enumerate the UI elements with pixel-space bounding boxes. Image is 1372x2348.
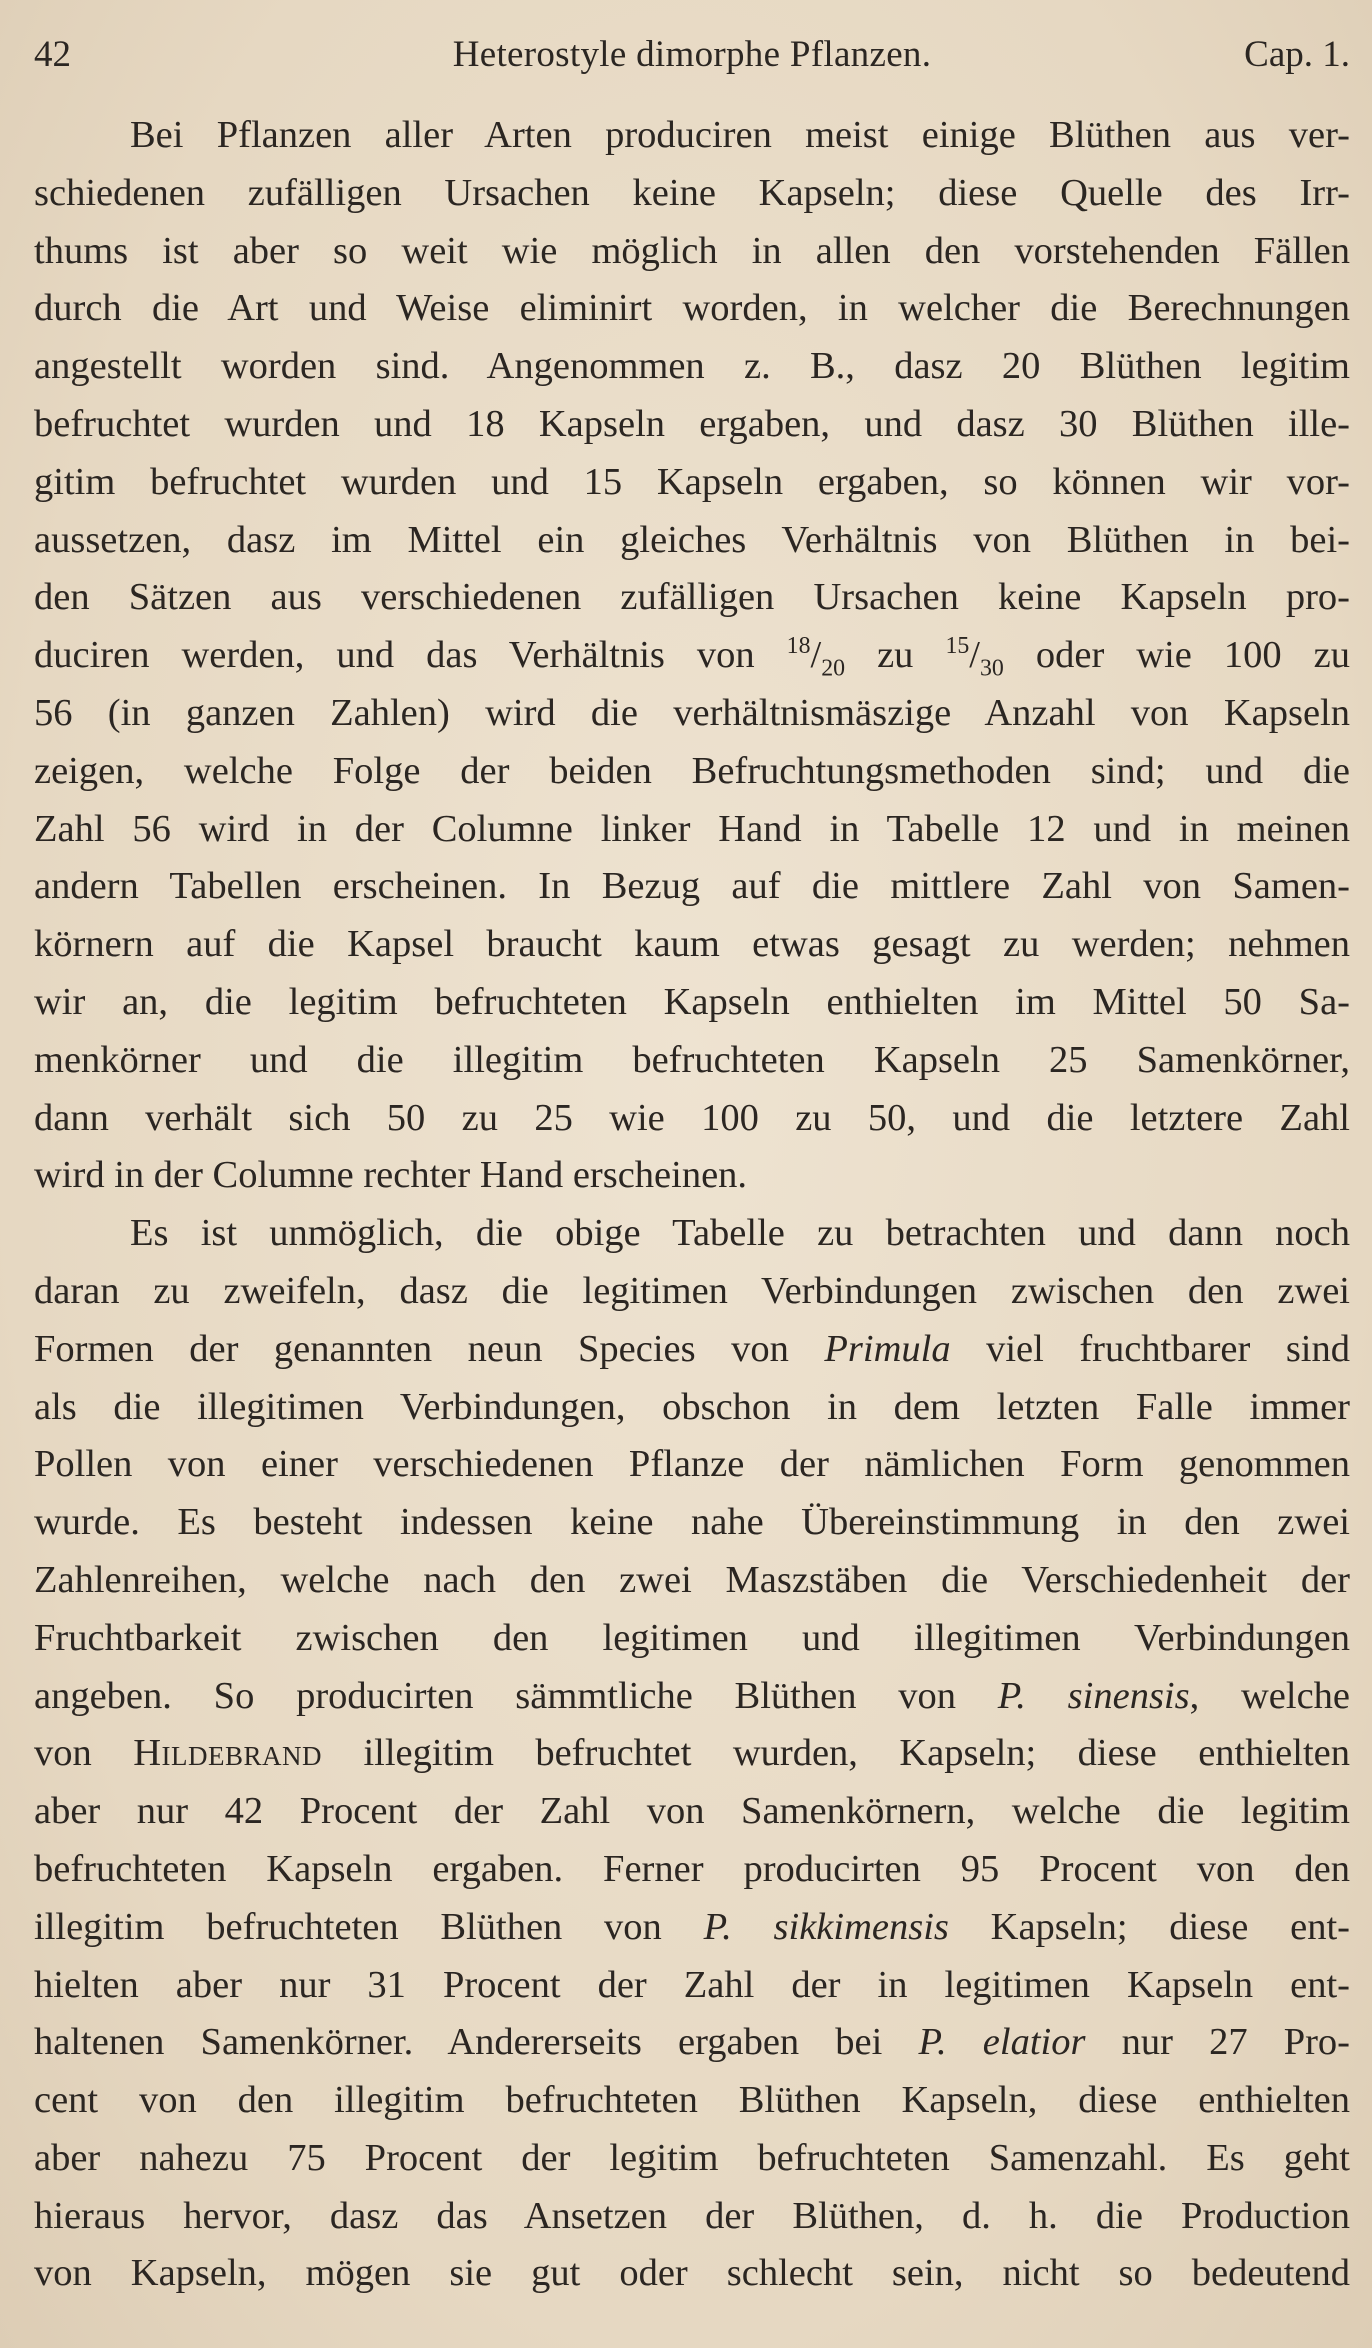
author-name: Hildebrand [133,1732,322,1775]
body-text [34,107,1350,2303]
running-title: Heterostyle dimorphe Pflanzen. [452,34,932,75]
text-line: hieraus hervor, dasz das Ansetzen der Blüthen, d. h. die Production [34,2194,1350,2237]
text-line: von Kapseln, mögen sie gut oder schlecht sein, nicht so bedeutend [34,2252,1350,2295]
text-line: dann verhält sich 50 zu 25 wie 100 zu 50, und die letztere Zahl [34,1096,1350,1139]
text-line: wurde. Es besteht indessen keine nahe Übereinstimmung in den zwei [34,1501,1350,1544]
fraction: $^{18}/_{20}$ [786,633,846,682]
text-line: Bei Pflanzen aller Arten produciren meist einige Blüthen aus ver- [130,114,1350,156]
text-line: aussetzen, dasz im Mittel ein gleiches Verhältnis von Blüthen in bei- [34,518,1350,561]
text-line: aber nahezu 75 Procent der legitim befruchteten Samenzahl. Es geht [34,2136,1350,2179]
text-line: von Hildebrand illegitim befruchtet wurden, Kapseln; diese enthielten [34,1732,1351,1775]
text-line: angestellt worden sind. Angenommen z. B., dasz 20 Blüthen legitim [34,345,1350,388]
text-line: Fruchtbarkeit zwischen den legitimen und illegitimen Verbindungen [34,1616,1350,1659]
chapter-label: Cap. 1. [1244,34,1350,75]
text-line: 56 (in ganzen Zahlen) wird die verhältnismäszige Anzahl von Kapseln [34,691,1350,734]
text-line: Formen der genannten neun Species von Primula viel fruchtbarer sind [34,1327,1350,1370]
text-line: daran zu zweifeln, dasz die legitimen Verbindungen zwischen den zwei [34,1269,1350,1312]
text-line: zeigen, welche Folge der beiden Befruchtungsmethoden sind; und die [34,749,1350,792]
text-line: thums ist aber so weit wie möglich in allen den vorstehenden Fällen [34,229,1350,272]
italic-term: P. sikkimensis [703,1905,949,1948]
text-line: befruchteten Kapseln ergaben. Ferner producirten 95 Procent von den [34,1847,1350,1890]
text-line: cent von den illegitim befruchteten Blüthen Kapseln, diese enthielten [34,2079,1350,2122]
text-line: wir an, die legitim befruchteten Kapseln enthielten im Mittel 50 Sa- [34,980,1350,1023]
text-line: hielten aber nur 31 Procent der Zahl der in legitimen Kapseln ent- [34,1963,1350,2006]
text-line: illegitim befruchteten Blüthen von P. sikkimensis Kapseln; diese ent- [34,1905,1350,1948]
italic-term: P. elatior [918,2021,1086,2064]
text-line: haltenen Samenkörner. Andererseits ergaben bei P. elatior nur 27 Pro- [34,2021,1351,2064]
text-line: menkörner und die illegitim befruchteten Kapseln 25 Samenkörner, [34,1038,1350,1081]
text-line: den Sätzen aus verschiedenen zufälligen Ursachen keine Kapseln pro- [34,576,1350,619]
text-line: Pollen von einer verschiedenen Pflanze der nämlichen Form genommen [34,1443,1350,1486]
text-line: andern Tabellen erscheinen. In Bezug auf die mittlere Zahl von Samen- [34,865,1350,908]
text-line: als die illegitimen Verbindungen, obschon in dem letzten Falle immer [34,1385,1350,1428]
italic-term: P. sinensis [997,1674,1190,1717]
text-line: angeben. So producirten sämmtliche Blüthen von P. sinensis, welche [34,1674,1351,1717]
italic-term: Primula [824,1327,951,1370]
fraction: $^{15}/_{30}$ [945,633,1004,682]
text-line: Es ist unmöglich, die obige Tabelle zu betrachten und dann noch [130,1212,1350,1255]
page-number: 42 [34,34,71,75]
text-line: schiedenen zufälligen Ursachen keine Kapseln; diese Quelle des Irr- [34,171,1350,214]
text-line: körnern auf die Kapsel braucht kaum etwas gesagt zu werden; nehmen [34,923,1350,966]
text-line: Zahlenreihen, welche nach den zwei Maszstäben die Verschiedenheit der [34,1558,1350,1601]
text-line: Zahl 56 wird in der Columne linker Hand in Tabelle 12 und in meinen [34,807,1350,850]
page-header [34,30,1350,80]
text-line: gitim befruchtet wurden und 15 Kapseln ergaben, so können wir vor- [34,460,1350,503]
text-line: aber nur 42 Procent der Zahl von Samenkörnern, welche die legitim [34,1790,1350,1833]
text-line: wird in der Columne rechter Hand erscheinen. [34,1154,748,1197]
text-line: duciren werden, und das Verhältnis von $^{18}/_{20}$ zu $^{15}/_{30}$ oder wie 100 zu [34,633,1350,682]
text-line: befruchtet wurden und 18 Kapseln ergaben, und dasz 30 Blüthen ille- [34,402,1350,445]
text-line: durch die Art und Weise eliminirt worden, in welcher die Berechnungen [34,287,1350,330]
